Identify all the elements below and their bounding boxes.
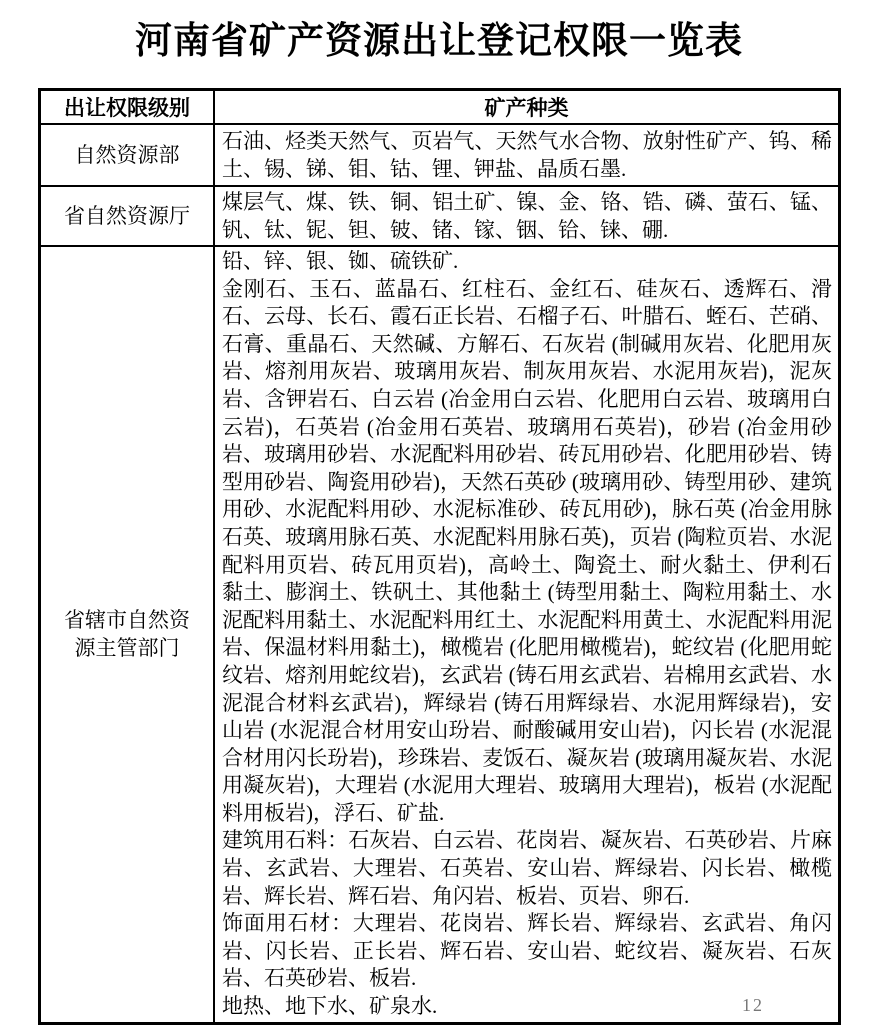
mineral-types-cell: [214, 246, 840, 1023]
authority-level-cell: 自然资源部: [40, 124, 215, 186]
mineral-types-cell: [214, 186, 840, 246]
mineral-paragraph: 铅、锌、银、铷、硫铁矿.: [222, 249, 459, 273]
table-row-ministry: [40, 124, 840, 186]
authority-table: [38, 88, 841, 1025]
page-number: 12: [742, 995, 764, 1015]
mineral-paragraph: 饰面用石材：大理岩、花岗岩、辉长岩、辉绿岩、玄武岩、角闪岩、闪长岩、正长岩、辉石岩、安山岩、蛇纹岩、凝灰岩、石灰岩、石英砂岩、板岩.: [222, 911, 832, 991]
mineral-paragraph: 建筑用石料：石灰岩、白云岩、花岗岩、凝灰岩、石英砂岩、片麻岩、玄武岩、大理岩、石英岩、安山岩、辉绿岩、闪长岩、橄榄岩、辉长岩、辉石岩、角闪岩、板岩、页岩、卵石.: [222, 828, 832, 908]
header-row: [40, 90, 840, 125]
column-header-minerals: 矿产种类: [214, 90, 840, 125]
table-row-city: [40, 246, 840, 1023]
mineral-paragraph: 煤层气、煤、铁、铜、铝土矿、镍、金、铬、锆、磷、萤石、锰、钒、钛、铌、钽、铍、锗、镓、铟、铪、铼、硼.: [222, 190, 832, 242]
page-title: 河南省矿产资源出让登记权限一览表: [135, 21, 743, 62]
column-header-level: 出让权限级别: [40, 90, 215, 125]
table-row-province: [40, 186, 840, 246]
mineral-paragraph: 石油、烃类天然气、页岩气、天然气水合物、放射性矿产、钨、稀土、锡、锑、钼、钴、锂、钾盐、晶质石墨.: [222, 129, 832, 181]
authority-level-cell: 省辖市自然资源主管部门: [40, 246, 215, 1023]
mineral-types-cell: [214, 124, 840, 186]
authority-level-cell: 省自然资源厅: [40, 186, 215, 246]
mineral-paragraph: 金刚石、玉石、蓝晶石、红柱石、金红石、硅灰石、透辉石、滑石、云母、长石、霞石正长岩、石榴子石、叶腊石、蛭石、芒硝、石膏、重晶石、天然碱、方解石、石灰岩 (制碱用灰岩、化肥用灰岩、熔剂用灰岩、玻璃用灰岩、制灰用灰岩、水泥用灰岩)，泥灰岩、含钾岩石、白云岩 (冶金用白云岩、化肥用白云岩、玻璃用白云岩)，石英岩 (冶金用石英岩、玻璃用石英岩)，砂岩 (冶金用砂岩、玻璃用砂岩、水泥配料用砂岩、砖瓦用砂岩、化肥用砂岩、铸型用砂岩、陶瓷用砂岩)，天然石英砂 (玻璃用砂、铸型用砂、建筑用砂、水泥配料用砂、水泥标准砂、砖瓦用砂)，脉石英 (冶金用脉石英、玻璃用脉石英、水泥配料用脉石英)，页岩 (陶粒页岩、水泥配料用页岩、砖瓦用页岩)，高岭土、陶瓷土、耐火黏土、伊利石黏土、膨润土、铁矾土、其他黏土 (铸型用黏土、陶粒用黏土、水泥配料用黏土、水泥配料用红土、水泥配料用黄土、水泥配料用泥岩、保温材料用黏土)，橄榄岩 (化肥用橄榄岩)，蛇纹岩 (化肥用蛇纹岩、熔剂用蛇纹岩)，玄武岩 (铸石用玄武岩、岩棉用玄武岩、水泥混合材料玄武岩)，辉绿岩 (铸石用辉绿岩、水泥用辉绿岩)，安山岩 (水泥混合材用安山玢岩、耐酸碱用安山岩)，闪长岩 (水泥混合材用闪长玢岩)，珍珠岩、麦饭石、凝灰岩 (玻璃用凝灰岩、水泥用凝灰岩)，大理岩 (水泥用大理岩、玻璃用大理岩)，板岩 (水泥配料用板岩)，浮石、矿盐.: [222, 276, 832, 825]
mineral-paragraph: 地热、地下水、矿泉水.: [222, 994, 438, 1019]
